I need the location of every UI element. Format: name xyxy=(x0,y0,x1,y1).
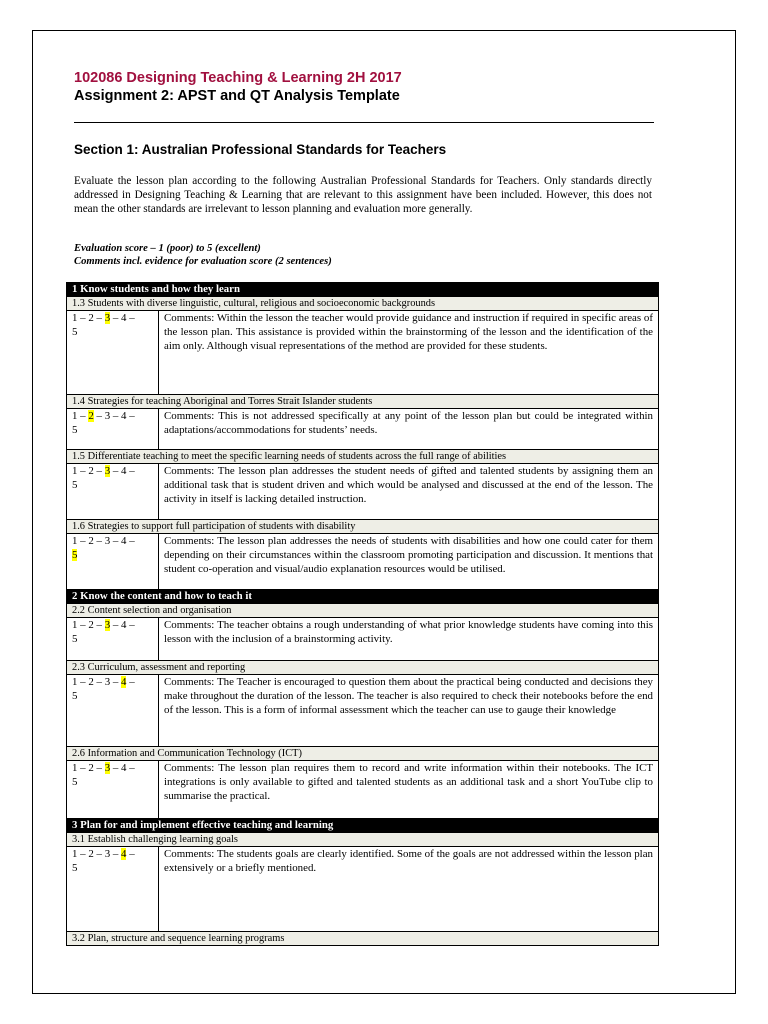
sub-standard-row xyxy=(67,661,659,675)
score-option: 3 xyxy=(104,619,111,631)
sub-standard-row xyxy=(67,604,659,618)
score-option: 5 xyxy=(72,479,78,492)
sub-standard-heading: 1.4 Strategies for teaching Aboriginal and Torres Strait Islander students xyxy=(67,395,659,409)
score-option: 4 xyxy=(121,848,127,860)
comment-cell: Comments: The lesson plan addresses the needs of students with disabilities and how one could cater for them depending on their circumstances within the classroom promoting participation and discussion. It mentions that student co-operation and visual/audio explanation resources would be utilised. xyxy=(159,534,659,590)
evaluation-row xyxy=(67,464,659,520)
score-option: 2 xyxy=(88,312,94,324)
score-option: 4 xyxy=(121,312,127,324)
score-option: 1 xyxy=(72,535,78,547)
score-option: 5 xyxy=(72,690,78,703)
score-option: 2 xyxy=(88,465,94,477)
title-divider xyxy=(74,122,654,123)
score-option: 2 xyxy=(88,762,94,774)
score-option: 1 xyxy=(72,312,78,324)
evaluation-row xyxy=(67,618,659,661)
assignment-title: Assignment 2: APST and QT Analysis Template xyxy=(74,88,400,104)
standard-heading: 2 Know the content and how to teach it xyxy=(67,590,659,604)
score-option: 3 xyxy=(104,312,111,324)
score-option: 5 xyxy=(72,633,78,646)
score-option: 3 xyxy=(104,410,111,422)
score-option: 2 xyxy=(88,848,94,860)
score-option: 4 xyxy=(121,676,127,688)
score-option: 4 xyxy=(121,619,127,631)
score-option: 4 xyxy=(121,410,127,422)
sub-standard-row xyxy=(67,747,659,761)
score-scale: 1 – 2 – 3 – 4 – 5 xyxy=(67,618,159,661)
score-scale: 1 – 2 – 3 – 4 – 5 xyxy=(67,464,159,520)
comment-cell: Comments: The Teacher is encouraged to question them about the practical being conducted and decisions they make throughout the duration of the lesson. The teacher is also required to check their notebooks before the end of the lesson. This is a form of informal assessment which the teacher can use to gauge their knowledge xyxy=(159,675,659,747)
comment-cell: Comments: The lesson plan addresses the student needs of gifted and talented students by assigning them an additional task that is student driven and which would be analysed and discussed at the end of the lesson. The activity in itself is lacking detailed instruction. xyxy=(159,464,659,520)
score-option: 1 xyxy=(72,848,78,860)
score-scale: 1 – 2 – 3 – 4 – 5 xyxy=(67,847,159,932)
score-option: 3 xyxy=(104,762,111,774)
evaluation-instructions xyxy=(74,242,332,268)
sub-standard-heading: 3.1 Establish challenging learning goals xyxy=(67,833,659,847)
sub-standard-row xyxy=(67,297,659,311)
evaluation-row xyxy=(67,847,659,932)
evaluation-row xyxy=(67,675,659,747)
course-title: 102086 Designing Teaching & Learning 2H 2017 xyxy=(74,70,402,86)
sub-standard-heading: 2.6 Information and Communication Technology (ICT) xyxy=(67,747,659,761)
score-scale: 1 – 2 – 3 – 4 – 5 xyxy=(67,761,159,819)
sub-standard-heading: 1.6 Strategies to support full participation of students with disability xyxy=(67,520,659,534)
score-option: 3 xyxy=(104,535,111,547)
section-intro: Evaluate the lesson plan according to the following Australian Professional Standards for Teachers. Only standards directly addressed in Designing Teaching & Learning that are relevant to this assignment have been included. However, this does not mean the other standards are irrelevant to lesson planning and evaluation more generally. xyxy=(74,175,652,216)
sub-standard-row xyxy=(67,395,659,409)
sub-standard-heading: 1.3 Students with diverse linguistic, cultural, religious and socioeconomic backgrounds xyxy=(67,297,659,311)
sub-standard-row xyxy=(67,833,659,847)
standard-heading: 3 Plan for and implement effective teaching and learning xyxy=(67,819,659,833)
score-option: 5 xyxy=(72,776,78,789)
sub-standard-row xyxy=(67,450,659,464)
comment-cell: Comments: Within the lesson the teacher would provide guidance and instruction if required in specific areas of the lesson plan. This assistance is provided within the brainstorming of the lesson and the identification of the aim only. Although visual representations of the method are provided for these students. xyxy=(159,311,659,395)
standard-heading-row xyxy=(67,283,659,297)
evaluation-row xyxy=(67,534,659,590)
sub-standard-heading: 2.2 Content selection and organisation xyxy=(67,604,659,618)
sub-standard-heading: 3.2 Plan, structure and sequence learning programs xyxy=(67,932,659,946)
score-option: 2 xyxy=(88,535,94,547)
score-option: 1 xyxy=(72,762,78,774)
score-option: 5 xyxy=(72,424,78,437)
score-option: 4 xyxy=(121,465,127,477)
score-option: 3 xyxy=(104,676,111,688)
score-option: 2 xyxy=(88,410,94,422)
standards-table xyxy=(66,282,659,946)
standard-heading: 1 Know students and how they learn xyxy=(67,283,659,297)
comment-cell: Comments: The students goals are clearly identified. Some of the goals are not addressed within the lesson plan extensively or a briefly mentioned. xyxy=(159,847,659,932)
score-option: 4 xyxy=(121,762,127,774)
section-title: Section 1: Australian Professional Standards for Teachers xyxy=(74,142,447,157)
evaluation-score-line: Evaluation score – 1 (poor) to 5 (excellent) xyxy=(74,243,261,254)
evaluation-row xyxy=(67,761,659,819)
sub-standard-heading: 2.3 Curriculum, assessment and reporting xyxy=(67,661,659,675)
score-option: 3 xyxy=(104,848,111,860)
score-scale: 1 – 2 – 3 – 4 – 5 xyxy=(67,534,159,590)
evaluation-row xyxy=(67,409,659,450)
sub-standard-heading: 1.5 Differentiate teaching to meet the specific learning needs of students across the full range of abilities xyxy=(67,450,659,464)
score-option: 5 xyxy=(72,326,78,339)
standard-heading-row xyxy=(67,819,659,833)
score-scale: 1 – 2 – 3 – 4 – 5 xyxy=(67,675,159,747)
comment-cell: Comments: This is not addressed specifically at any point of the lesson plan but could be integrated within adaptations/accommodations for students’ needs. xyxy=(159,409,659,450)
score-option: 1 xyxy=(72,410,78,422)
sub-standard-row xyxy=(67,520,659,534)
comment-cell: Comments: The teacher obtains a rough understanding of what prior knowledge students have coming into this lesson with the inclusion of a brainstorming activity. xyxy=(159,618,659,661)
score-option: 1 xyxy=(72,676,78,688)
evaluation-row xyxy=(67,311,659,395)
score-option: 1 xyxy=(72,465,78,477)
score-option: 2 xyxy=(88,619,94,631)
score-option: 4 xyxy=(121,535,127,547)
score-option: 5 xyxy=(72,549,78,562)
comment-cell: Comments: The lesson plan requires them to record and write information within their notebooks. The ICT integrations is only available to gifted and talented students as an additional task and a short YouTube clip to summarise the practical. xyxy=(159,761,659,819)
sub-standard-row xyxy=(67,932,659,946)
score-option: 1 xyxy=(72,619,78,631)
score-scale: 1 – 2 – 3 – 4 – 5 xyxy=(67,409,159,450)
score-option: 2 xyxy=(88,676,94,688)
score-scale: 1 – 2 – 3 – 4 – 5 xyxy=(67,311,159,395)
score-option: 3 xyxy=(104,465,111,477)
standard-heading-row xyxy=(67,590,659,604)
comments-line: Comments incl. evidence for evaluation score (2 sentences) xyxy=(74,256,332,267)
score-option: 5 xyxy=(72,862,78,875)
